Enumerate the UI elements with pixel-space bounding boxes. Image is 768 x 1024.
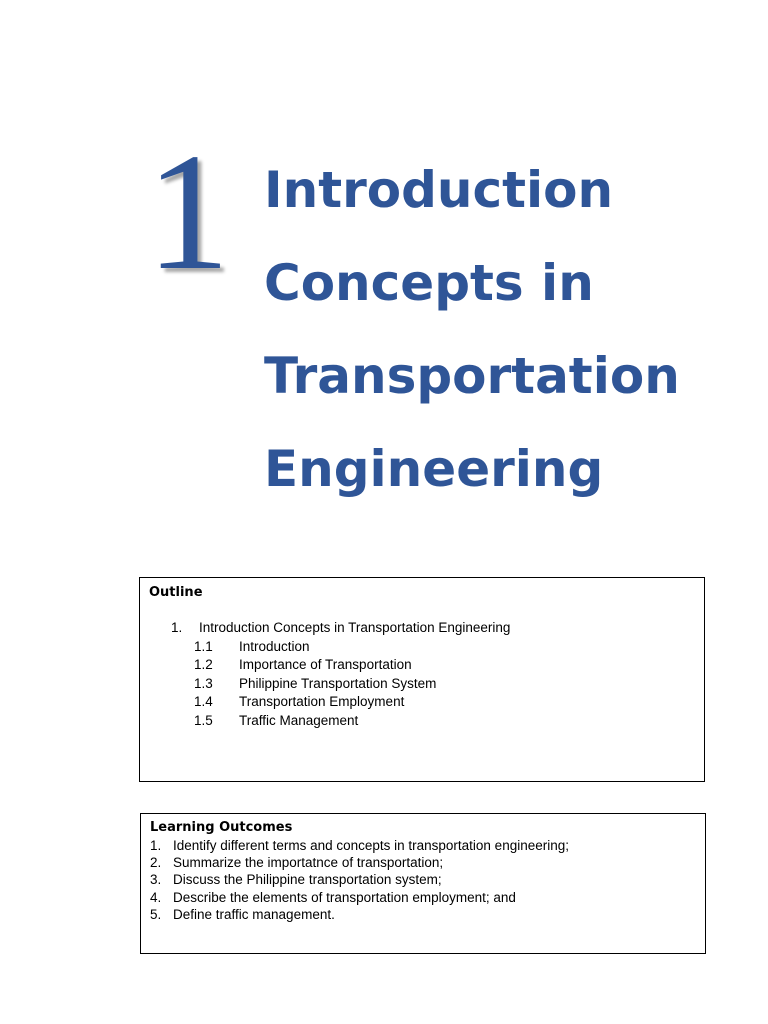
outline-sub-label: Traffic Management: [239, 712, 359, 728]
outline-sub-item: [194, 693, 695, 712]
learning-outcome-item: [150, 871, 696, 888]
outline-main-item: [171, 619, 695, 638]
learning-outcome-item: [150, 906, 696, 923]
outline-sub-number: 1.5: [194, 712, 213, 728]
learning-outcome-item: [150, 854, 696, 871]
learning-outcome-item: [150, 837, 696, 854]
outline-sub-label: Importance of Transportation: [239, 657, 412, 673]
chapter-number: 1: [146, 119, 226, 305]
learning-outcome-label: Describe the elements of transportation employment; and: [173, 889, 516, 905]
learning-outcome-number: 2.: [150, 855, 162, 871]
learning-outcome-label: Discuss the Philippine transportation system;: [173, 872, 442, 888]
outline-sub-item: [194, 712, 695, 731]
outline-main-number: 1.: [171, 620, 183, 635]
outline-sub-number: 1.2: [194, 657, 213, 673]
outline-sub-number: 1.4: [194, 694, 213, 710]
chapter-title-line: Engineering: [264, 440, 604, 498]
learning-outcomes-list: [150, 837, 696, 923]
learning-outcome-label: Define traffic management.: [173, 906, 335, 922]
learning-outcomes-box: [140, 813, 706, 954]
learning-outcome-number: 4.: [150, 889, 162, 905]
chapter-title-line: Introduction: [264, 161, 614, 219]
learning-outcomes-heading: Learning Outcomes: [150, 820, 293, 835]
outline-sub-item: [194, 656, 695, 675]
outline-heading: Outline: [149, 585, 203, 600]
chapter-title-line: Concepts in: [264, 254, 594, 312]
outline-sub-number: 1.1: [194, 638, 213, 654]
learning-outcome-label: Summarize the importatnce of transportation;: [173, 855, 444, 871]
learning-outcome-number: 5.: [150, 906, 162, 922]
outline-sub-item: [194, 638, 695, 657]
chapter-title-line: Transportation: [264, 347, 680, 405]
outline-sub-label: Introduction: [239, 638, 310, 654]
outline-sub-number: 1.3: [194, 675, 213, 691]
outline-main-label: Introduction Concepts in Transportation Engineering: [199, 620, 511, 635]
outline-box: [139, 577, 705, 782]
learning-outcome-label: Identify different terms and concepts in transportation engineering;: [173, 838, 569, 853]
outline-sub-list: [149, 638, 695, 731]
chapter-title: [264, 144, 680, 516]
learning-outcome-number: 1.: [150, 838, 162, 853]
learning-outcome-item: [150, 889, 696, 906]
outline-sub-label: Transportation Employment: [239, 694, 405, 710]
outline-sub-label: Philippine Transportation System: [239, 675, 437, 691]
outline-sub-item: [194, 675, 695, 694]
learning-outcome-number: 3.: [150, 872, 162, 888]
